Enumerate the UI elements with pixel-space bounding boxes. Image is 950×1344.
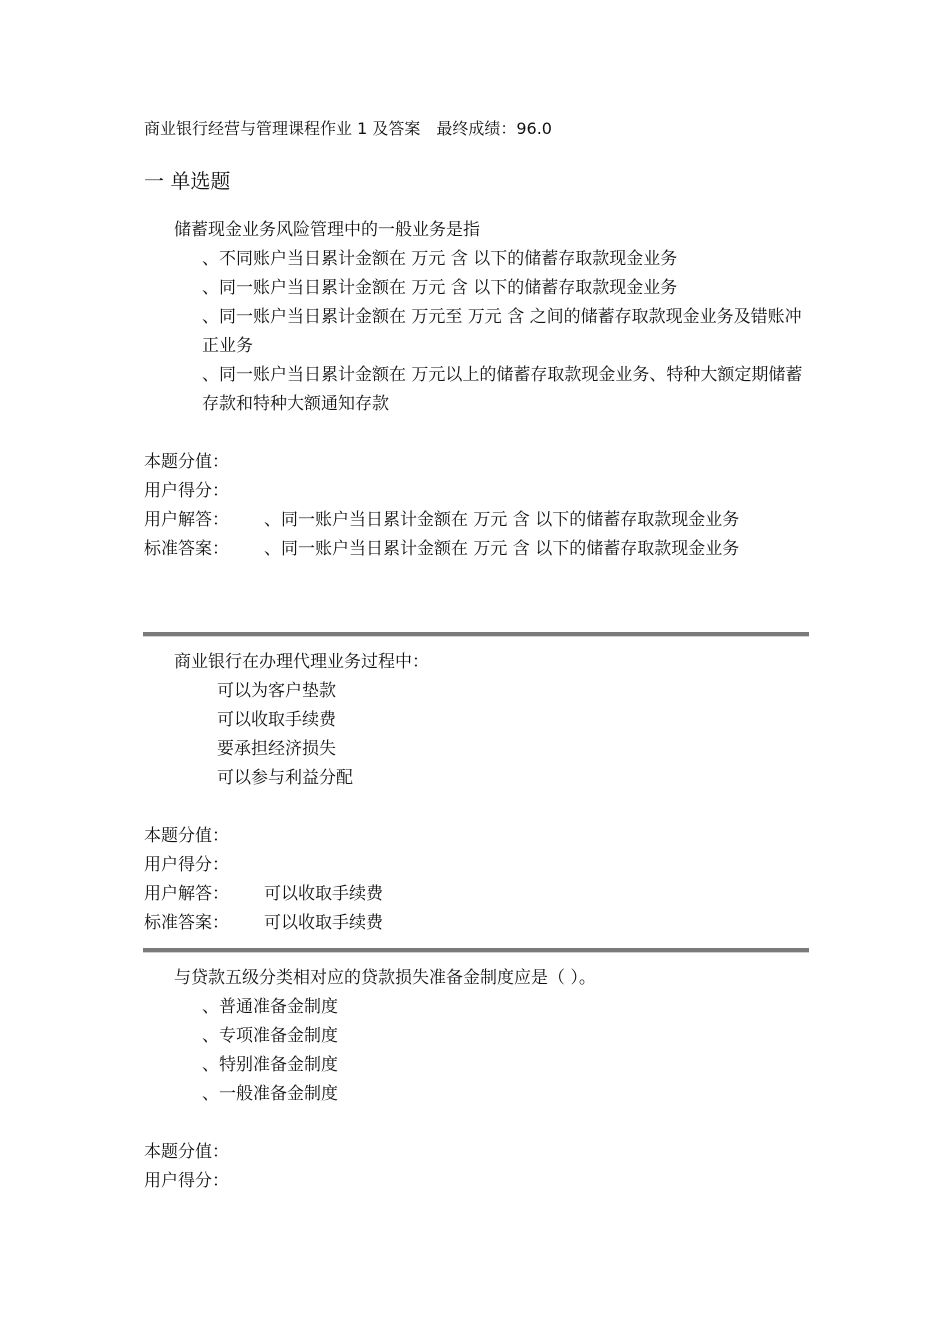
- option-d: 、同一账户当日累计金额在 万元以上的储蓄存取款现金业务、特种大额定期储蓄存款和特种大额通知存款: [202, 365, 803, 414]
- option-b: 、专项准备金制度: [202, 1026, 338, 1046]
- option-d: 、一般准备金制度: [202, 1084, 338, 1104]
- title-text: 商业银行经营与管理课程作业 1 及答案: [144, 119, 421, 138]
- standard-answer-label: 标准答案：: [144, 539, 229, 559]
- question-stem: 储蓄现金业务风险管理中的一般业务是指: [174, 220, 480, 240]
- final-score: 最终成绩：96.0: [436, 119, 552, 138]
- option-b: 可以收取手续费: [217, 710, 336, 730]
- question-stem: 商业银行在办理代理业务过程中：: [174, 652, 429, 672]
- question-1: [144, 216, 809, 564]
- user-answer: 、同一账户当日累计金额在 万元 含 以下的储蓄存取款现金业务: [264, 510, 740, 530]
- question-2: [144, 648, 809, 938]
- option-b: 、同一账户当日累计金额在 万元 含 以下的储蓄存取款现金业务: [202, 278, 678, 298]
- user-answer: 可以收取手续费: [264, 884, 383, 904]
- option-a: 可以为客户垫款: [217, 681, 336, 701]
- option-a: 、不同账户当日累计金额在 万元 含 以下的储蓄存取款现金业务: [202, 249, 678, 269]
- answer-block: [144, 448, 809, 564]
- option-c: 、特别准备金制度: [202, 1055, 338, 1075]
- option-d: 可以参与利益分配: [217, 768, 353, 788]
- user-score-label: 用户得分：: [144, 855, 229, 875]
- option-c: 、同一账户当日累计金额在 万元至 万元 含 之间的储蓄存取款现金业务及错账冲正业务: [202, 307, 802, 356]
- user-answer-label: 用户解答：: [144, 884, 229, 904]
- value-label: 本题分值：: [144, 826, 229, 846]
- standard-answer: 可以收取手续费: [264, 913, 383, 933]
- user-score-label: 用户得分：: [144, 1171, 229, 1191]
- answer-block: [144, 1138, 809, 1196]
- question-divider: [143, 948, 809, 953]
- value-label: 本题分值：: [144, 1142, 229, 1162]
- option-a: 、普通准备金制度: [202, 997, 338, 1017]
- section-heading: 一 单选题: [144, 169, 231, 193]
- answer-block: [144, 822, 809, 938]
- question-divider: [143, 632, 809, 637]
- value-label: 本题分值：: [144, 452, 229, 472]
- standard-answer-label: 标准答案：: [144, 913, 229, 933]
- option-c: 要承担经济损失: [217, 739, 336, 759]
- user-answer-label: 用户解答：: [144, 510, 229, 530]
- question-stem: 与贷款五级分类相对应的贷款损失准备金制度应是（ ）。: [174, 968, 596, 988]
- question-3: [144, 964, 809, 1196]
- document-title: [144, 116, 552, 139]
- standard-answer: 、同一账户当日累计金额在 万元 含 以下的储蓄存取款现金业务: [264, 539, 740, 559]
- user-score-label: 用户得分：: [144, 481, 229, 501]
